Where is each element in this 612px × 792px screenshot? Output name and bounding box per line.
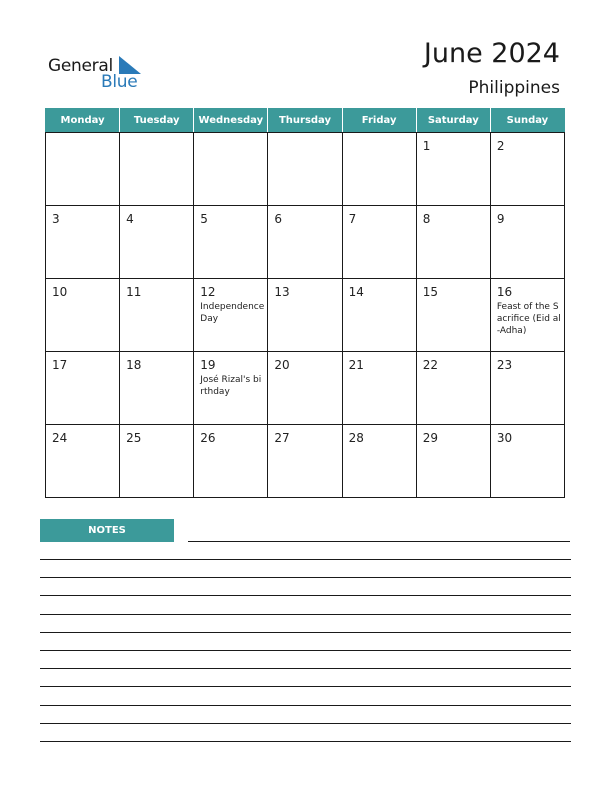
logo-text-general: General: [48, 56, 113, 76]
day-number: 18: [126, 358, 142, 372]
weekday-header: Tuesday: [120, 108, 194, 133]
day-number: 11: [126, 285, 142, 299]
notes-line: [188, 541, 570, 542]
day-cell: [342, 352, 416, 425]
day-cell: [268, 133, 342, 206]
day-number: 25: [126, 431, 142, 445]
weekday-header: Monday: [46, 108, 120, 133]
day-number: 20: [274, 358, 290, 372]
day-cell: [46, 279, 120, 352]
day-number: 1: [422, 139, 431, 153]
day-number: 27: [274, 431, 290, 445]
weekday-header: Friday: [342, 108, 416, 133]
day-cell: [416, 425, 490, 498]
weekday-header: Saturday: [416, 108, 490, 133]
day-cell: [194, 352, 268, 425]
day-number: 21: [348, 358, 364, 372]
day-number: 12: [200, 285, 216, 299]
day-number: 8: [422, 212, 431, 226]
notes-line: [40, 559, 571, 560]
day-cell: [416, 279, 490, 352]
notes-line: [40, 723, 571, 724]
calendar-title: June 2024: [423, 38, 560, 69]
day-number: 23: [496, 358, 513, 372]
day-cell: [194, 206, 268, 279]
week-row: [46, 133, 565, 206]
day-cell: [268, 352, 342, 425]
day-number: 22: [422, 358, 438, 372]
day-cell: [268, 206, 342, 279]
day-cell: [268, 279, 342, 352]
day-cell: [120, 352, 194, 425]
day-cell: [120, 279, 194, 352]
weekday-header: Wednesday: [194, 108, 268, 133]
day-cell: [416, 352, 490, 425]
day-cell: [490, 206, 564, 279]
day-number: 16: [496, 285, 513, 299]
notes-line: [40, 595, 571, 596]
notes-line: [40, 650, 571, 651]
day-cell: [416, 133, 490, 206]
day-cell: [416, 206, 490, 279]
notes-line: [40, 741, 571, 742]
week-row: [46, 206, 565, 279]
day-number: 13: [274, 285, 290, 299]
weekday-header: Sunday: [490, 108, 564, 133]
day-number: 30: [496, 431, 513, 445]
day-number: 28: [348, 431, 364, 445]
day-number: 14: [348, 285, 364, 299]
holiday-label: Independence Day: [200, 302, 265, 324]
day-cell: [342, 206, 416, 279]
day-cell: [46, 352, 120, 425]
day-cell: [46, 425, 120, 498]
holiday-label: José Rizal's birthday: [200, 375, 262, 397]
generalblue-logo: [48, 52, 148, 92]
notes-line: [40, 632, 571, 633]
day-number: 7: [348, 212, 357, 226]
calendar-grid: [45, 108, 565, 498]
logo-text-blue: Blue: [101, 72, 138, 92]
day-number: 15: [422, 285, 438, 299]
day-cell: [490, 352, 564, 425]
week-row: [46, 279, 565, 352]
week-row: [46, 352, 565, 425]
weekday-header-row: [46, 108, 565, 133]
day-number: 5: [200, 212, 208, 226]
notes-line: [40, 705, 571, 706]
weekday-header: Thursday: [268, 108, 342, 133]
day-cell: [46, 206, 120, 279]
day-cell: [194, 279, 268, 352]
day-cell: [490, 133, 564, 206]
day-cell: [46, 133, 120, 206]
day-number: 26: [200, 431, 216, 445]
day-cell: [194, 133, 268, 206]
day-cell: [342, 425, 416, 498]
day-number: 17: [52, 358, 68, 372]
day-number: 2: [496, 139, 505, 153]
day-number: 4: [126, 212, 134, 226]
day-cell: [120, 206, 194, 279]
notes-line: [40, 686, 571, 687]
day-cell: [342, 279, 416, 352]
week-row: [46, 425, 565, 498]
day-number: 10: [52, 285, 68, 299]
notes-line: [40, 614, 571, 615]
notes-line: [40, 577, 571, 578]
day-number: 19: [200, 358, 216, 372]
day-number: 6: [274, 212, 283, 226]
country-name: Philippines: [468, 78, 560, 98]
day-cell: [490, 279, 564, 352]
day-cell: [268, 425, 342, 498]
day-number: 9: [496, 212, 505, 226]
day-number: 3: [52, 212, 60, 226]
day-number: 29: [422, 431, 438, 445]
day-cell: [120, 133, 194, 206]
holiday-label: Feast of the Sacrifice (Eid al-Adha): [496, 302, 561, 336]
day-cell: [194, 425, 268, 498]
day-cell: [342, 133, 416, 206]
notes-label: NOTES: [40, 519, 174, 542]
day-number: 24: [52, 431, 68, 445]
day-cell: [490, 425, 564, 498]
day-cell: [120, 425, 194, 498]
notes-line: [40, 668, 571, 669]
